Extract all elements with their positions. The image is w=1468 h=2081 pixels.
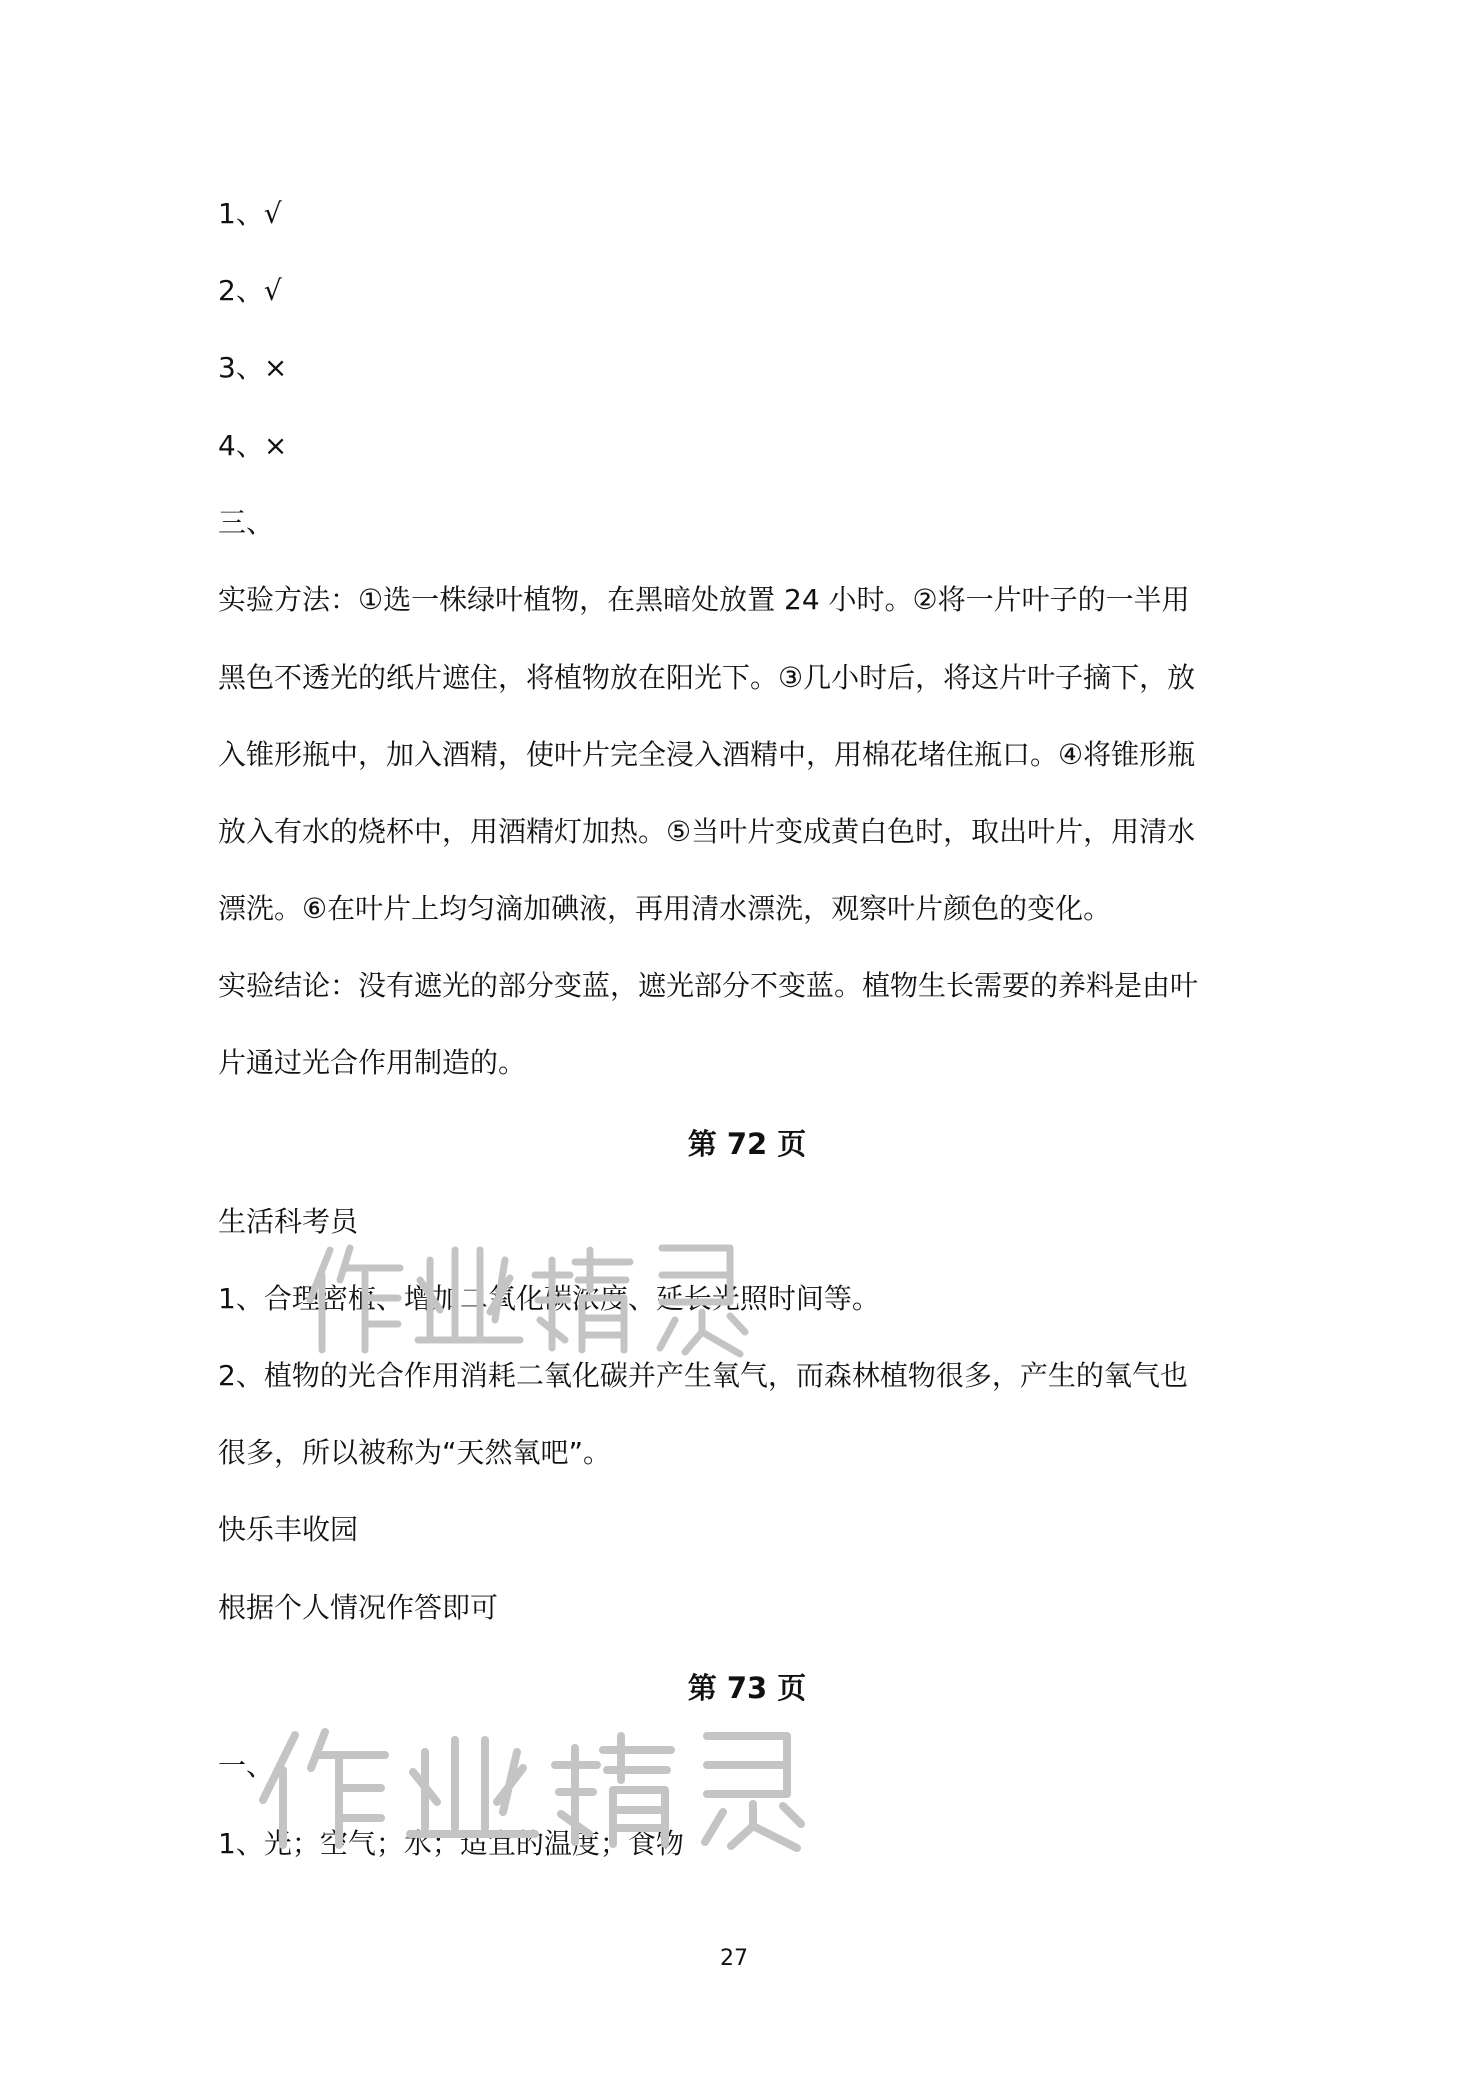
answer-line-2: 2、√	[218, 274, 282, 307]
page72-section-title: 生活科考员	[218, 1205, 359, 1238]
page-73-heading-text: 第 73 页	[687, 1671, 807, 1705]
page-number: 27	[720, 1946, 748, 1971]
page-72-heading	[0, 1124, 1468, 1164]
answer-line-1: 1、√	[218, 197, 282, 230]
conclusion-line-2: 片通过光合作用制造的。	[218, 1046, 527, 1079]
answer-line-3: 3、×	[218, 351, 288, 384]
page72-item-2-line-2: 很多，所以被称为“天然氧吧”。	[218, 1436, 612, 1469]
answer-line-4: 4、×	[218, 429, 288, 462]
page-72-heading-text: 第 72 页	[687, 1127, 807, 1161]
page73-item-1: 1、光；空气；水；适宜的温度；食物	[218, 1827, 684, 1860]
method-line-3: 入锥形瓶中，加入酒精，使叶片完全浸入酒精中，用棉花堵住瓶口。④将锥形瓶	[218, 738, 1196, 771]
conclusion-line-1: 实验结论：没有遮光的部分变蓝，遮光部分不变蓝。植物生长需要的养料是由叶	[218, 969, 1199, 1002]
page73-section: 一、	[218, 1749, 275, 1782]
method-line-1: 实验方法：①选一株绿叶植物，在黑暗处放置 24 小时。②将一片叶子的一半用	[218, 583, 1190, 616]
section-three-heading: 三、	[218, 506, 275, 539]
page72-item-2-line-1: 2、植物的光合作用消耗二氧化碳并产生氧气，而森林植物很多，产生的氧气也	[218, 1359, 1188, 1392]
page-73-heading	[0, 1668, 1468, 1708]
page72-item-1: 1、合理密植、增加二氧化碳浓度、延长光照时间等。	[218, 1282, 880, 1315]
page72-section-title-2: 快乐丰收园	[218, 1513, 359, 1546]
method-line-4: 放入有水的烧杯中，用酒精灯加热。⑤当叶片变成黄白色时，取出叶片，用清水	[218, 815, 1196, 848]
method-line-5: 漂洗。⑥在叶片上均匀滴加碘液，再用清水漂洗，观察叶片颜色的变化。	[218, 892, 1112, 925]
page72-answer-2: 根据个人情况作答即可	[218, 1591, 499, 1624]
method-line-2: 黑色不透光的纸片遮住，将植物放在阳光下。③几小时后，将这片叶子摘下，放	[218, 661, 1196, 694]
